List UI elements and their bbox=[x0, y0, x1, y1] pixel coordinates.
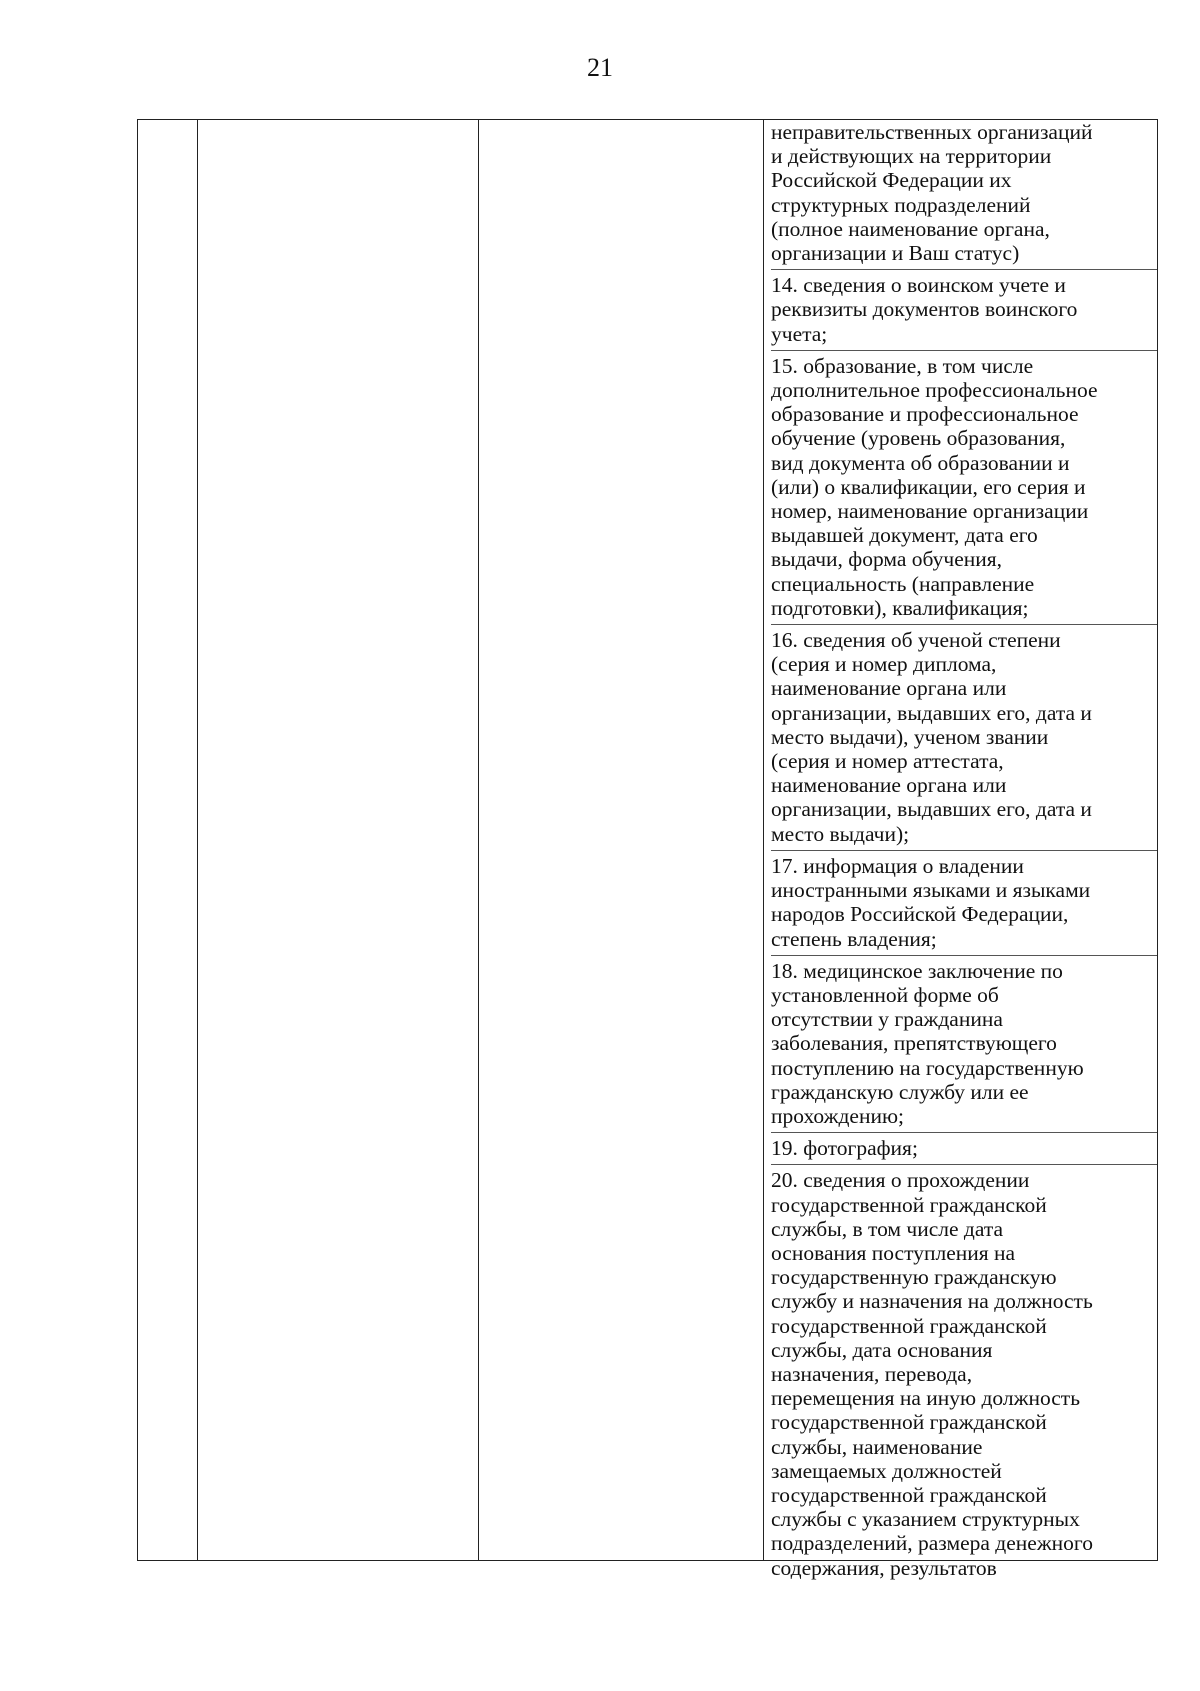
column-divider-2 bbox=[478, 120, 479, 1560]
document-table bbox=[137, 119, 1158, 1580]
table-cell-item-19: 19. фотография; bbox=[771, 1132, 1157, 1164]
page-number: 21 bbox=[587, 53, 613, 82]
table-cell-item-16: 16. сведения об ученой степени (серия и номер диплома, наименование органа или организации, выдавших его, дата и место выдачи), ученом звании (серия и номер аттестата, наименование органа или организации, выдавших его, дата и место выдачи); bbox=[771, 624, 1157, 850]
table-cell-item-17: 17. информация о владении иностранными языками и языками народов Российской Федерации, степень владения; bbox=[771, 850, 1157, 955]
table-cell-item-15: 15. образование, в том числе дополнительное профессиональное образование и профессиональное обучение (уровень образования, вид документа об образовании и (или) о квалификации, его серия и номер, наименование организации выдавшей документ, дата его выдачи, форма обучения, специальность (направление подготовки), квалификация; bbox=[771, 350, 1157, 624]
table-cell-item-20: 20. сведения о прохождении государственной гражданской службы, в том числе дата основания поступления на государственную гражданскую службу и назначения на должность государственной гражданской службы, дата основания назначения, перевода, перемещения на иную должность государственной гражданской службы, наименование замещаемых должностей государственной гражданской службы с указанием структурных подразделений, размера денежного содержания, результатов bbox=[771, 1164, 1157, 1583]
table-column-data-composition bbox=[765, 120, 1157, 1580]
table-cell-item-14: 14. сведения о воинском учете и реквизиты документов воинского учета; bbox=[771, 269, 1157, 350]
column-divider-1 bbox=[197, 120, 198, 1560]
table-cell-ngo-continuation: неправительственных организаций и действующих на территории Российской Федерации их структурных подразделений (полное наименование органа, организации и Ваш статус) bbox=[771, 120, 1093, 266]
column-divider-3 bbox=[763, 120, 764, 1560]
table-cell-item-18: 18. медицинское заключение по установленной форме об отсутствии у гражданина заболевания, препятствующего поступлению на государственную гражданскую службу или ее прохождению; bbox=[771, 955, 1157, 1132]
